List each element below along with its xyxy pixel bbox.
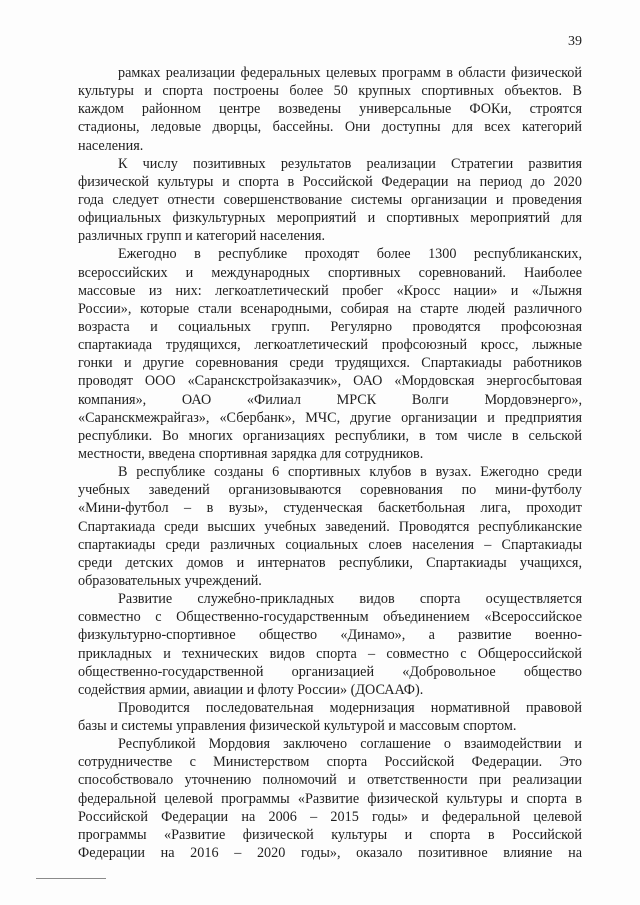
- paragraph: [78, 699, 582, 735]
- footer-divider: [36, 878, 106, 879]
- text-line: сотрудничестве с Министерством спорта Российской Федерации. Это: [78, 754, 582, 771]
- text-line: возраста и социальных групп. Регулярно проводятся профсоюзная: [78, 318, 582, 335]
- text-line: Ежегодно в республике проходят более 1300 республиканских,: [118, 246, 582, 263]
- text-line: республики. Во многих организациях республики, в том числе в сельской: [78, 427, 582, 444]
- text-line: гонки и другие соревнования среди трудящихся. Спартакиады работников: [78, 355, 582, 372]
- text-line: совместно с Общественно-государственным объединением «Всероссийское: [78, 609, 582, 626]
- text-line: Республикой Мордовия заключено соглашение о взаимодействии и: [118, 736, 582, 753]
- text-line: Федерации на 2016 – 2020 годы», оказало позитивное влияние на: [78, 845, 582, 862]
- text-line: федеральной целевой программы «Развитие физической культуры и спорта в: [78, 790, 582, 807]
- text-line: Спартакиада среди высших учебных заведений. Проводятся республиканские: [78, 518, 582, 535]
- text-line: общественно-государственной организацией «Добровольное общество: [78, 663, 582, 680]
- paragraph: [78, 463, 582, 590]
- text-line: «Саранскмежрайгаз», «Сбербанк», МЧС, другие организации и предприятия: [78, 409, 582, 426]
- text-line: спартакиады среди различных социальных слоев населения – Спартакиады: [78, 536, 582, 553]
- text-line: Развитие служебно-прикладных видов спорта осуществляется: [118, 591, 582, 608]
- text-line: спартакиада трудящихся, легкоатлетический профсоюзный кросс, лыжные: [78, 337, 582, 354]
- text-line: официальных физкультурных мероприятий и спортивных мероприятий для: [78, 210, 582, 227]
- paragraph: [78, 64, 582, 155]
- text-line: физкультурно-спортивное общество «Динамо», а развитие военно-: [78, 627, 582, 644]
- text-line: массовые из них: легкоатлетический пробег «Кросс нации» и «Лыжня: [78, 282, 582, 299]
- text-line: рамках реализации федеральных целевых программ в области физической: [118, 65, 582, 81]
- text-line: Проводится последовательная модернизация нормативной правовой: [118, 699, 582, 716]
- text-line: различных групп и категорий населения.: [78, 228, 326, 245]
- text-line: прикладных и технических видов спорта – совместно с Общероссийской: [78, 645, 582, 662]
- paragraph: [78, 245, 582, 463]
- text-line: населения.: [78, 137, 144, 154]
- text-line: образовательных учреждений.: [78, 572, 262, 589]
- text-line: физической культуры и спорта в Российской Федерации на период до 2020: [78, 173, 582, 190]
- text-line: года следует отнести совершенствование системы организации и проведения: [78, 191, 582, 208]
- text-line: среди детских домов и интернатов республики, Спартакиады учащихся,: [78, 554, 582, 571]
- text-line: К числу позитивных результатов реализации Стратегии развития: [118, 155, 582, 172]
- text-line: каждом районном центре возведены универсальные ФОКи, строятся: [78, 101, 582, 118]
- text-line: «Мини-футбол – в вузы», студенческая баскетбольная лига, проходит: [78, 500, 582, 517]
- body-text: [78, 64, 582, 862]
- text-line: способствовало уточнению полномочий и ответственности при реализации: [78, 772, 582, 789]
- text-line: проводят ООО «Саранскстройзаказчик», ОАО «Мордовская энергосбытовая: [78, 373, 582, 390]
- paragraph: [78, 735, 582, 862]
- text-line: учебных заведений организовываются соревнования по мини-футболу: [78, 482, 582, 499]
- text-line: компания», ОАО «Филиал МРСК Волги Мордовэнерго»,: [78, 391, 582, 408]
- text-line: местности, введена спортивная зарядка для сотрудников.: [78, 445, 424, 462]
- text-line: стадионы, ледовые дворцы, бассейны. Они доступны для всех категорий: [78, 119, 582, 136]
- text-line: Российской Федерации на 2006 – 2015 годы» и федеральной целевой: [78, 808, 582, 825]
- page-number: 39: [568, 34, 582, 49]
- text-line: содействия армии, авиации и флоту России» (ДОСААФ).: [78, 681, 424, 698]
- paragraph: [78, 155, 582, 246]
- text-line: В республике созданы 6 спортивных клубов в вузах. Ежегодно среди: [118, 464, 582, 481]
- text-line: культуры и спорта построены более 50 крупных спортивных объектов. В: [78, 83, 582, 100]
- text-line: базы и системы управления физической культурой и массовым спортом.: [78, 718, 517, 735]
- text-line: России», которые стали всенародными, собирая на старте людей различного: [78, 300, 582, 317]
- text-line: всероссийских и международных спортивных соревнований. Наиболее: [78, 264, 582, 281]
- text-line: программы «Развитие физической культуры и спорта в Российской: [78, 826, 582, 843]
- paragraph: [78, 590, 582, 699]
